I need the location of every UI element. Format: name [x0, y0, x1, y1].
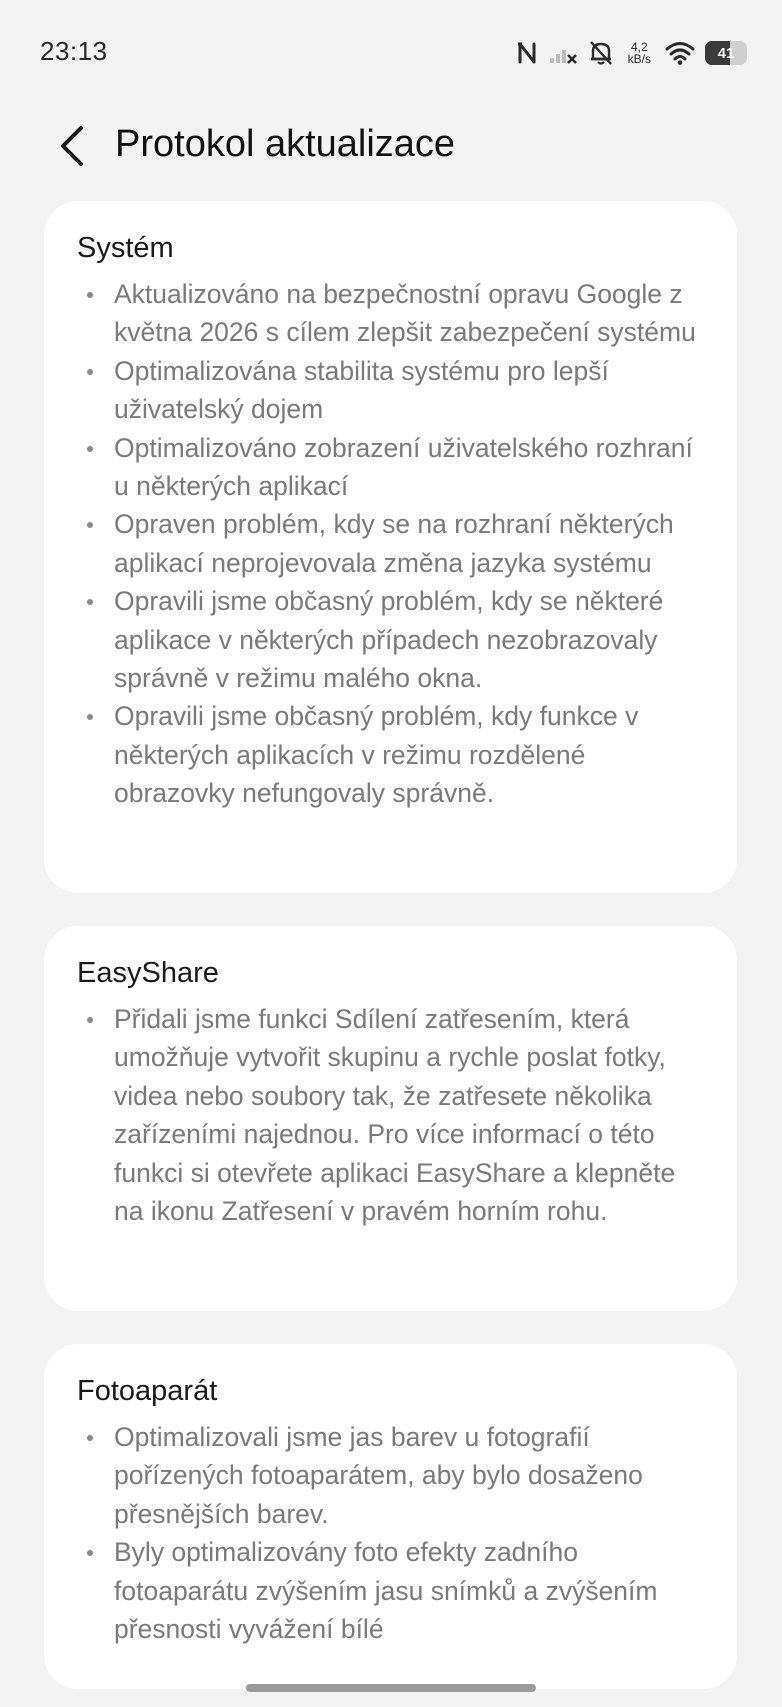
app-header	[0, 104, 782, 204]
section-list	[77, 275, 705, 813]
wifi-icon	[665, 41, 695, 65]
section-list	[77, 1000, 705, 1230]
page-title: Protokol aktualizace	[115, 123, 456, 165]
section-title: Fotoaparát	[77, 1375, 218, 1407]
list-item: Aktualizováno na bezpečnostní opravu Google z května 2026 s cílem zlepšit zabezpečení systému	[77, 275, 705, 352]
section-card-system	[44, 201, 737, 893]
signal-icon	[548, 41, 578, 65]
network-speed-value: 4,2	[630, 40, 648, 54]
status-icons	[516, 36, 742, 70]
status-bar	[0, 0, 782, 104]
list-item: Optimalizováno zobrazení uživatelského rozhraní u některých aplikací	[77, 429, 705, 506]
network-speed-unit: kB/s	[627, 52, 651, 66]
chevron-left-icon	[57, 124, 87, 168]
section-title: EasyShare	[77, 957, 219, 989]
mute-icon	[588, 39, 614, 67]
list-item: Přidali jsme funkci Sdílení zatřesením, která umožňuje vytvořit skupinu a rychle poslat fotky, videa nebo soubory tak, že zatřesete několika zařízeními najednou. Pro více informací o této funkci si otevřete aplikaci EasyShare a klepněte na ikonu Zatřesení v pravém horním rohu.	[77, 1000, 705, 1230]
list-item: Opravili jsme občasný problém, kdy funkce v některých aplikacích v režimu rozdělené obrazovky nefungovaly správně.	[77, 697, 705, 812]
battery-body	[705, 41, 747, 65]
battery-level: 41	[717, 44, 735, 62]
section-title: Systém	[77, 232, 174, 264]
network-speed	[628, 41, 651, 65]
status-time: 23:13	[40, 36, 108, 66]
list-item: Byly optimalizovány foto efekty zadního fotoaparátu zvýšením jasu snímků a zvýšením přesnosti vyvážení bílé	[77, 1533, 705, 1648]
list-item: Opraven problém, kdy se na rozhraní některých aplikací neprojevovala změna jazyka systému	[77, 505, 705, 582]
nfc-icon	[516, 40, 538, 66]
list-item: Optimalizovali jsme jas barev u fotografií pořízených fotoaparátem, aby bylo dosaženo přesnějších barev.	[77, 1418, 705, 1533]
battery-icon	[705, 41, 742, 65]
section-card-camera	[44, 1344, 737, 1689]
section-list	[77, 1418, 705, 1648]
list-item: Optimalizována stabilita systému pro lepší uživatelský dojem	[77, 352, 705, 429]
section-card-easyshare	[44, 926, 737, 1311]
home-indicator[interactable]	[246, 1684, 536, 1692]
back-button[interactable]	[44, 118, 100, 174]
list-item: Opravili jsme občasný problém, kdy se některé aplikace v některých případech nezobrazovaly správně v režimu malého okna.	[77, 582, 705, 697]
